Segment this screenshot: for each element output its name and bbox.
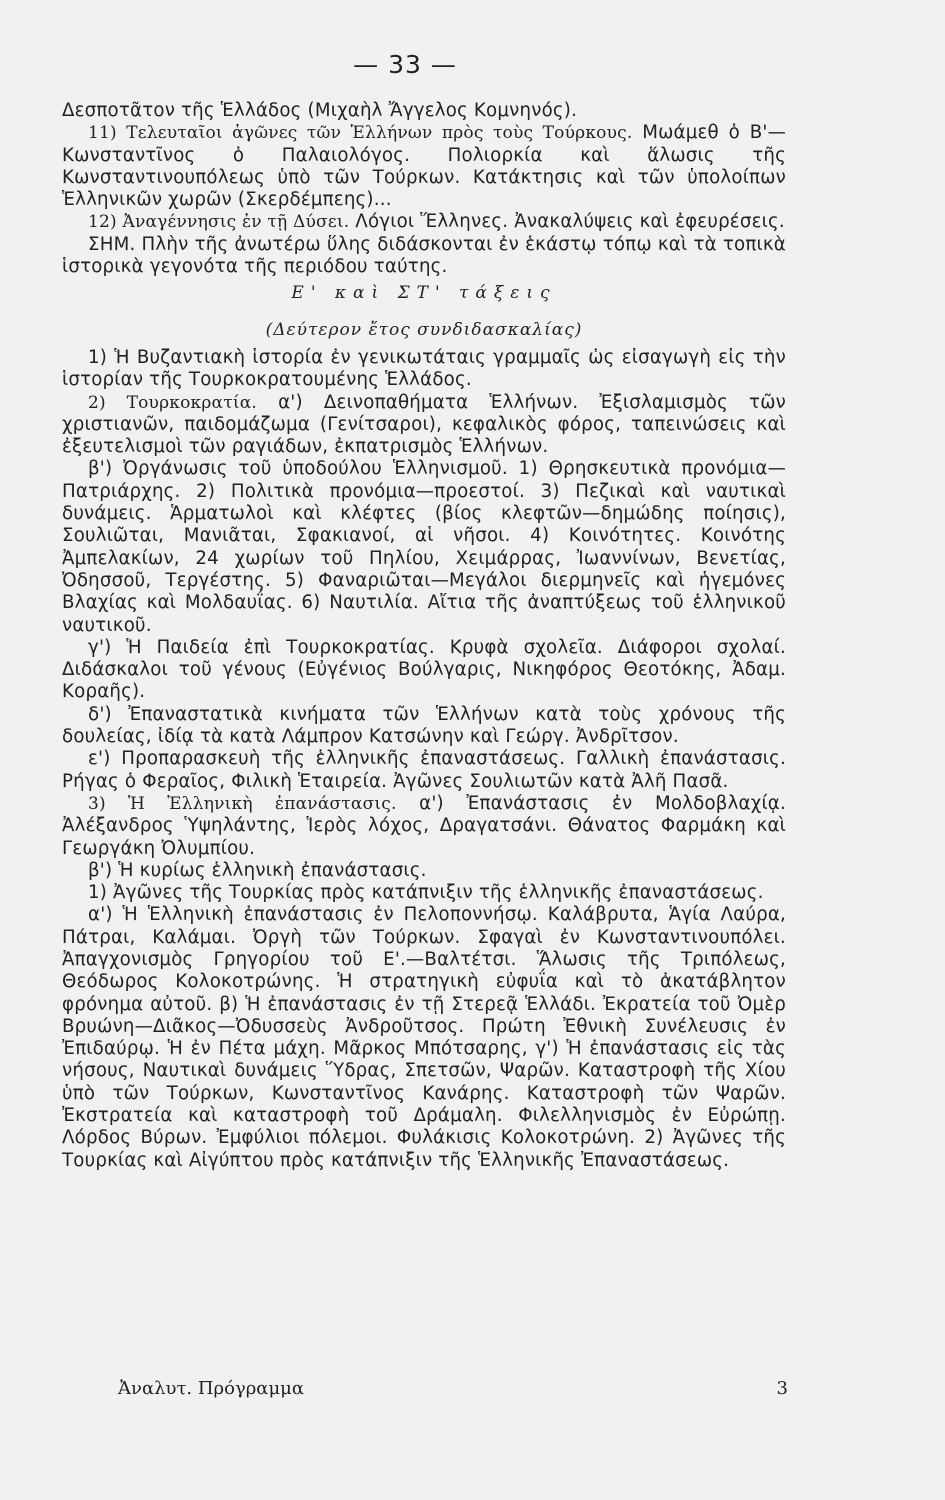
- paragraph: ΣΗΜ. Πλὴν τῆς ἀνωτέρω ὕλης διδάσκονται ἐν ἑκάστῳ τόπῳ καὶ τὰ τοπικὰ ἱστορικὰ γεγονότα τῆς περιόδου ταύτης.: [62, 233, 786, 278]
- paragraph: 2) Τουρκοκρατία. α') Δεινοπαθήματα Ἑλλήνων. Ἐξισλαμισμὸς τῶν χριστιανῶν, παιδομάζωμα (Γενίτσαροι), κεφαλικὸς φόρος, ταπεινώσεις καὶ ἐξευτελισμοὶ τῶν ραγιάδων, ἐκπατρισμὸς Ἑλλήνων.: [62, 391, 786, 458]
- section-subtitle: (Δεύτερον ἔτος συνδιδασκαλίας): [265, 319, 583, 340]
- paragraph: 1) Ἡ Βυζαντιακὴ ἱστορία ἐν γενικωτάταις γραμμαῖς ὡς εἰσαγωγὴ εἰς τὴν ἱστορίαν τῆς Τουρκοκρατουμένης Ἑλλάδος.: [62, 346, 786, 391]
- paragraph: 1) Ἀγῶνες τῆς Τουρκίας πρὸς κατάπνιξιν τῆς ἑλληνικῆς ἐπαναστάσεως.: [88, 882, 764, 904]
- page-footer: [118, 1378, 788, 1399]
- paragraph: γ') Ἡ Παιδεία ἐπὶ Τουρκοκρατίας. Κρυφὰ σχολεῖα. Διάφοροι σχολαί. Διδάσκαλοι τοῦ γένους (Εὐγένιος Βούλγαρις, Νικηφόρος Θεοτόκης, Ἀδαμ. Κοραῆς).: [62, 636, 786, 703]
- text-body: [62, 100, 786, 1172]
- paragraph: α') Ἡ Ἑλληνικὴ ἐπανάστασις ἐν Πελοποννήσῳ. Καλάβρυτα, Ἁγία Λαύρα, Πάτραι, Καλάμαι. Ὀργὴ τῶν Τούρκων. Σφαγαὶ ἐν Κωνσταντινουπόλει. Ἀπαγχονισμὸς Γρηγορίου τοῦ Ε'.—Βαλτέτσι. Ἅλωσις τῆς Τριπόλεως, Θεόδωρος Κολοκοτρώνης. Ἡ στρατηγικὴ εὐφυΐα καὶ τὸ ἀκατάβλητον φρόνημα αὐτοῦ. β) Ἡ ἐπανάστασις ἐν τῇ Στερεᾷ Ἑλλάδι. Ἐκρατεία τοῦ Ὀμὲρ Βρυώνη—Διᾶκος—Ὀδυσσεὺς Ἀνδροῦτσος. Πρώτη Ἐθνικὴ Συνέλευσις ἐν Ἐπιδαύρῳ. Ἡ ἐν Πέτα μάχη. Μᾶρκος Μπότσαρης, γ') Ἡ ἐπανάστασις εἰς τὰς νήσους, Ναυτικαὶ δυνάμεις Ὕδρας, Σπετσῶν, Ψαρῶν. Καταστροφὴ τῆς Χίου ὑπὸ τῶν Τούρκων, Κωνσταντῖνος Κανάρης. Καταστροφὴ τῶν Ψαρῶν. Ἐκστρατεία καὶ καταστροφὴ τοῦ Δράμαλη. Φιλελληνισμὸς ἐν Εὐρώπῃ. Λόρδος Βύρων. Ἐμφύλιοι πόλεμοι. Φυλάκισις Κολοκοτρώνη. 2) Ἀγῶνες τῆς Τουρκίας καὶ Αἰγύπτου πρὸς κατάπνιξιν τῆς Ἑλληνικῆς Ἐπαναστάσεως.: [62, 904, 786, 1171]
- page-number: — 33 —: [353, 50, 457, 79]
- paragraph: β') Ὀργάνωσις τοῦ ὑποδούλου Ἑλληνισμοῦ. 1) Θρησκευτικὰ προνόμια—Πατριάρχης. 2) Πολιτικὰ προνόμια—προεστοί. 3) Πεζικαὶ καὶ ναυτικαὶ δυνάμεις. Ἁρματωλοὶ καὶ κλέφτες (βίος κλεφτῶν—δημώδης ποίησις), Σουλιῶται, Μανιᾶται, Σφακιανοί, αἱ νῆσοι. 4) Κοινότητες. Κοινότης Ἀμπελακίων, 24 χωρίων τοῦ Πηλίου, Χειμάρρας, Ἰωαννίνων, Βενετίας, Ὀδησσοῦ, Τεργέστης. 5) Φαναριῶται—Μεγάλοι διερμηνεῖς καὶ ἡγεμόνες Βλαχίας καὶ Μολδαυΐας. 6) Ναυτιλία. Αἴτια τῆς ἀναπτύξεως τοῦ ἑλληνικοῦ ναυτικοῦ.: [62, 458, 786, 636]
- paragraph: ε') Προπαρασκευὴ τῆς ἑλληνικῆς ἐπαναστάσεως. Γαλλικὴ ἐπανάστασις. Ρήγας ὁ Φεραῖος, Φιλικὴ Ἑταιρεία. Ἀγῶνες Σουλιωτῶν κατὰ Ἀλῆ Πασᾶ.: [62, 748, 786, 792]
- signature-mark: 3: [776, 1378, 788, 1399]
- paragraph: 3) Ἡ Ἑλληνικὴ ἐπανάστασις. α') Ἐπανάστασις ἐν Μολδοβλαχίᾳ. Ἀλέξανδρος Ὑψηλάντης, Ἱερὸς λόχος, Δραγατσάνι. Θάνατος Φαρμάκη καὶ Γεωργάκη Ὀλυμπίου.: [62, 792, 786, 859]
- paragraph: 11) Τελευταῖοι ἀγῶνες τῶν Ἑλλήνων πρὸς τοὺς Τούρκους. Μωάμεθ ὁ Β'—Κωνσταντῖνος ὁ Παλαιολόγος. Πολιορκία καὶ ἅλωσις τῆς Κωνσταντινουπόλεως ὑπὸ τῶν Τούρκων. Κατάκτησις καὶ τῶν ὑπολοίπων Ἑλληνικῶν χωρῶν (Σκερδέμπεης)...: [62, 122, 786, 211]
- paragraph: Δεσποτᾶτον τῆς Ἑλλάδος (Μιχαὴλ Ἄγγελος Κομνηνός).: [62, 100, 578, 121]
- footer-title: Ἀναλυτ. Πρόγραμμα: [118, 1378, 305, 1399]
- section-title: Ε' καὶ ΣΤ' τάξεις: [291, 283, 557, 304]
- paragraph: β') Ἡ κυρίως ἑλληνικὴ ἐπανάστασις.: [88, 859, 427, 881]
- paragraph: δ') Ἐπαναστατικὰ κινήματα τῶν Ἑλλήνων κατὰ τοὺς χρόνους τῆς δουλείας, ἰδίᾳ τὰ κατὰ Λάμπρον Κατσώνην καὶ Γεώργ. Ἀνδρῖτσον.: [62, 703, 786, 748]
- paragraph: 12) Ἀναγέννησις ἐν τῇ Δύσει. Λόγιοι Ἕλληνες. Ἀνακαλύψεις καὶ ἐφευρέσεις.: [88, 211, 785, 233]
